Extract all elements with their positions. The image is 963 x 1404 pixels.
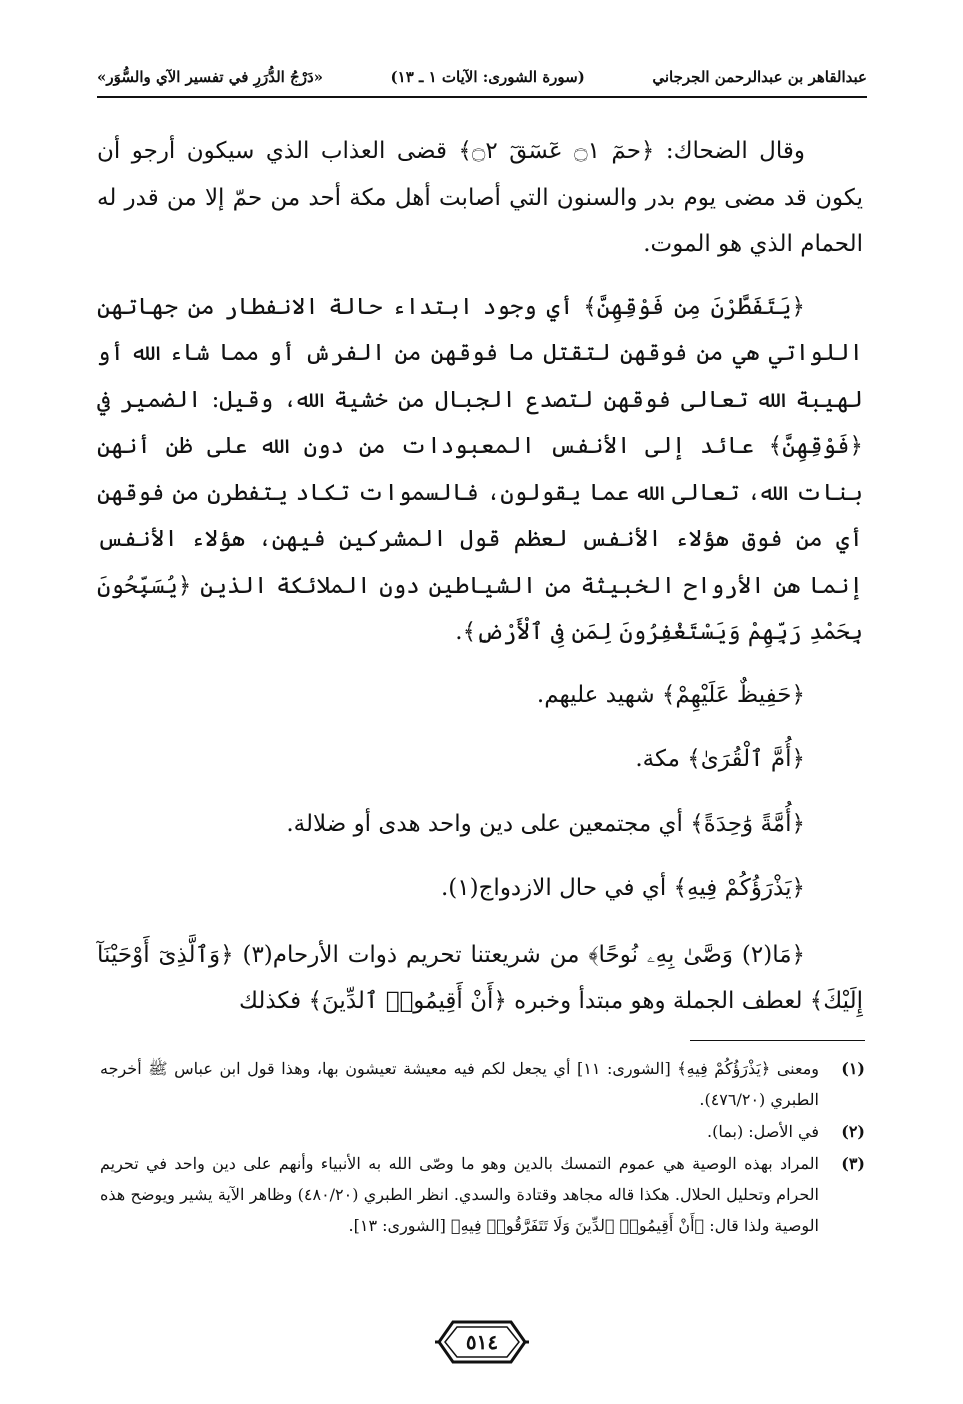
page-number: ٥١٤	[465, 1330, 499, 1354]
footnote-1	[100, 1053, 865, 1115]
header-section: (سورة الشورى: الآيات ١ ـ ١٣)	[390, 68, 585, 86]
header-book-title: «دَرْجُ الدُّرَرِ في تفسير الآي والسُّوَر»	[97, 68, 324, 86]
paragraph-ummah: ﴿أُمَّةً وَٰحِدَةً﴾ أي مجتمعين على دين واحد هدى أو ضلالة.	[286, 810, 805, 837]
paragraph-wassa: ﴿مَا(٢) وَصَّىٰ بِهِۦ نُوحًا﴾ من شريعتنا تحريم ذوات الأرحام(٣) ﴿وَٱلَّذِىٓ أَوْحَيْنَآ إِلَيْكَ﴾ لعطف الجملة وهو مبتدأ وخبره ﴿أَنْ أَقِيمُوا۟ ٱلدِّينَ﴾ فكذلك	[97, 941, 863, 1014]
footnote-rule	[690, 1040, 865, 1041]
footnote-text: المراد بهذه الوصية هي عموم التمسك بالدين وهو ما وصّى الله به الأنبياء وأنهم على دين واحد في تحريم الحرام وتحليل الحلال. هكذا قاله مجاهد وقتادة والسدي. انظر الطبري (٤٨٠/٢٠) وظاهر الآية يشير ويوضح هذه الوصية ولذا قال: ﴿أَنْ أَقِيمُوا۟ ٱلدِّينَ وَلَا تَتَفَرَّقُوا۟ فِيهِ﴾ [الشورى: ١٣].	[100, 1154, 819, 1235]
paragraph-yadraukum: ﴿يَذْرَؤُكُمْ فِيهِ﴾ أي في حال الازدواج(١).	[440, 875, 805, 901]
paragraph-hafiz: ﴿حَفِيظٌ عَلَيْهِمْ﴾ شهيد عليهم.	[536, 681, 805, 708]
footnote-text: في الأصل: (بما).	[707, 1122, 819, 1141]
running-header	[97, 62, 867, 92]
footnote-text: ومعنى ﴿يَذْرَؤُكُمْ فِيهِ﴾ [الشورى: ١١] أي يجعل لكم فيه معيشة تعيشون بها، وهذا قول ابن عباس ﷺ أخرجه الطبري (٤٧٦/٢٠).	[100, 1059, 820, 1109]
header-author: عبدالقاهر بن عبدالرحمن الجرجاني	[652, 68, 867, 86]
footnote-number: (٣)	[841, 1154, 865, 1173]
footnote-number: (٢)	[841, 1122, 865, 1141]
footnote-number: (١)	[841, 1059, 865, 1078]
header-rule	[97, 96, 867, 98]
footnotes	[100, 1053, 865, 1242]
paragraph-dahhak: وقال الضحاك: ﴿حمٓ ۝١ عٓسٓقٓ ۝٢﴾ قضى العذاب الذي سيكون أرجو أن يكون قد مضى يوم بدر والسنون التي أصابت أهل مكة أحد من حمّ إلا من قدر له الحمام الذي هو الموت.	[97, 138, 863, 257]
footnote-3	[100, 1148, 865, 1241]
paragraph-yatafattarna: ﴿يَتَفَطَّرْنَ مِن فَوْقِهِنَّ﴾ أي وجود ابتداء حالة الانفطار من جهاتهن اللواتي هي من فوقهن لتقتل ما فوقهن من الفرش أو مما شاء الله أو لهيبة الله تعالى فوقهن لتصدع الجبال من خشية الله، وقيل: الضمير في ﴿فَوْقِهِنَّ﴾ عائد إلى الأنفس المعبودات من دون الله على ظن أنهن بنات الله، تعالى الله عما يقولون، فالسموات تكاد يتفطرن من فوقهن أي من فوق هؤلاء الأنفس لعظم قول المشركين فيهن، هؤلاء الأنفس إنما هن الأرواح الخبيثة من الشياطين دون الملائكة الذين ﴿يُسَبِّحُونَ بِحَمْدِ رَبِّهِمْ وَيَسْتَغْفِرُونَ لِمَن فِى ٱلْأَرْضِ﴾.	[97, 293, 863, 645]
paragraph-umm-alqura: ﴿أُمَّ ٱلْقُرَىٰ﴾ مكة.	[635, 746, 805, 772]
footnote-2	[100, 1116, 865, 1147]
main-text	[97, 128, 863, 1041]
